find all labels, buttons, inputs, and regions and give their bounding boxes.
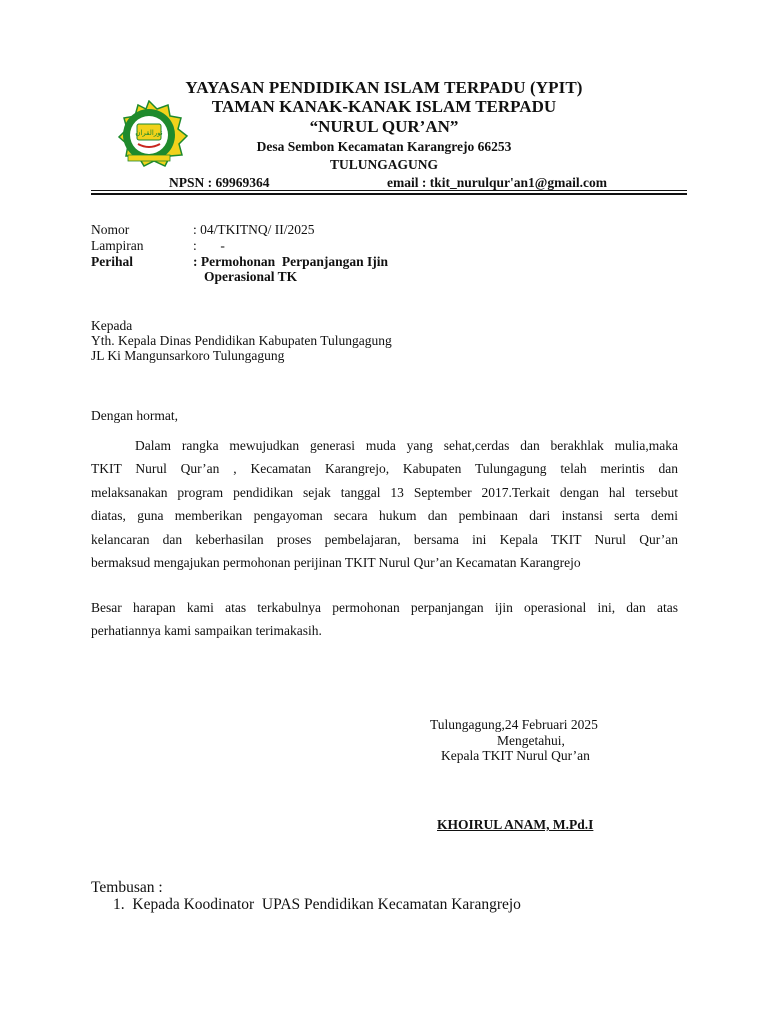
paragraph-line: kelancaran dan keberhasilan proses pembelajaran, bersama ini Kepala TKIT Nurul Qur’an	[91, 531, 678, 547]
tembusan-label: Tembusan :	[91, 879, 163, 896]
foundation-name: YAYASAN PENDIDIKAN ISLAM TERPADU (YPIT)	[185, 78, 583, 97]
paragraph-line: bermaksud mengajukan permohonan perijinan TKIT Nurul Qur’an Kecamatan Karangrejo	[91, 555, 581, 571]
school-name: TAMAN KANAK-KANAK ISLAM TERPADU	[211, 97, 557, 116]
tembusan-item: 1. Kepada Koodinator UPAS Pendidikan Kecamatan Karangrejo	[113, 896, 521, 913]
recipient-address: JL Ki Mangunsarkoro Tulungagung	[91, 348, 285, 363]
lampiran-label: Lampiran	[91, 238, 144, 253]
paragraph-line: melaksanakan program pendidikan sejak tanggal 13 September 2017.Terkait dengan hal tersebut	[91, 484, 678, 500]
recipient-kepada: Kepada	[91, 318, 133, 333]
school-nickname: “NURUL QUR’AN”	[309, 117, 459, 136]
school-email: email : tkit_nurulqur'an1@gmail.com	[387, 175, 607, 190]
body-paragraph-1	[91, 434, 678, 574]
logo-arabic-text: نورالقران	[135, 129, 163, 137]
school-address: Desa Sembon Kecamatan Karangrejo 66253	[256, 139, 512, 154]
nomor-value: : 04/TKITNQ/ II/2025	[193, 222, 315, 237]
npsn-number: NPSN : 69969364	[169, 175, 270, 190]
greeting: Dengan hormat,	[91, 408, 178, 423]
paragraph-line: Besar harapan kami atas terkabulnya permohonan perpanjangan ijin operasional ini, dan atas	[91, 600, 678, 615]
paragraph-line: TKIT Nurul Qur’an , Kecamatan Karangrejo, Kabupaten Tulungagung telah merintis dan	[91, 461, 678, 477]
perihal-value-cont: Operasional TK	[204, 269, 298, 284]
nomor-label: Nomor	[91, 222, 130, 237]
header-divider	[91, 190, 687, 191]
acknowledged-text: Mengetahui,	[497, 733, 565, 748]
signer-position: Kepala TKIT Nurul Qur’an	[441, 748, 590, 763]
paragraph-line: diatas, guna memberikan pengayoman secara hukum dan pembinaan dari instansi serta demi	[91, 508, 678, 524]
lampiran-value: : -	[193, 238, 225, 253]
recipient-name: Yth. Kepala Dinas Pendidikan Kabupaten Tulungagung	[91, 333, 392, 348]
place-date: Tulungagung,24 Februari 2025	[430, 717, 598, 732]
perihal-label: Perihal	[91, 254, 133, 269]
header-divider-thick	[91, 193, 687, 195]
paragraph-line: perhatiannya kami sampaikan terimakasih.	[91, 623, 322, 639]
signer-name: KHOIRUL ANAM, M.Pd.I	[437, 817, 594, 832]
paragraph-line: Dalam rangka mewujudkan generasi muda yang sehat,cerdas dan berakhlak mulia,maka	[135, 438, 678, 453]
school-city: TULUNGAGUNG	[329, 157, 438, 172]
perihal-value: : Permohonan Perpanjangan Ijin	[193, 254, 389, 269]
body-paragraph-2	[91, 596, 678, 643]
